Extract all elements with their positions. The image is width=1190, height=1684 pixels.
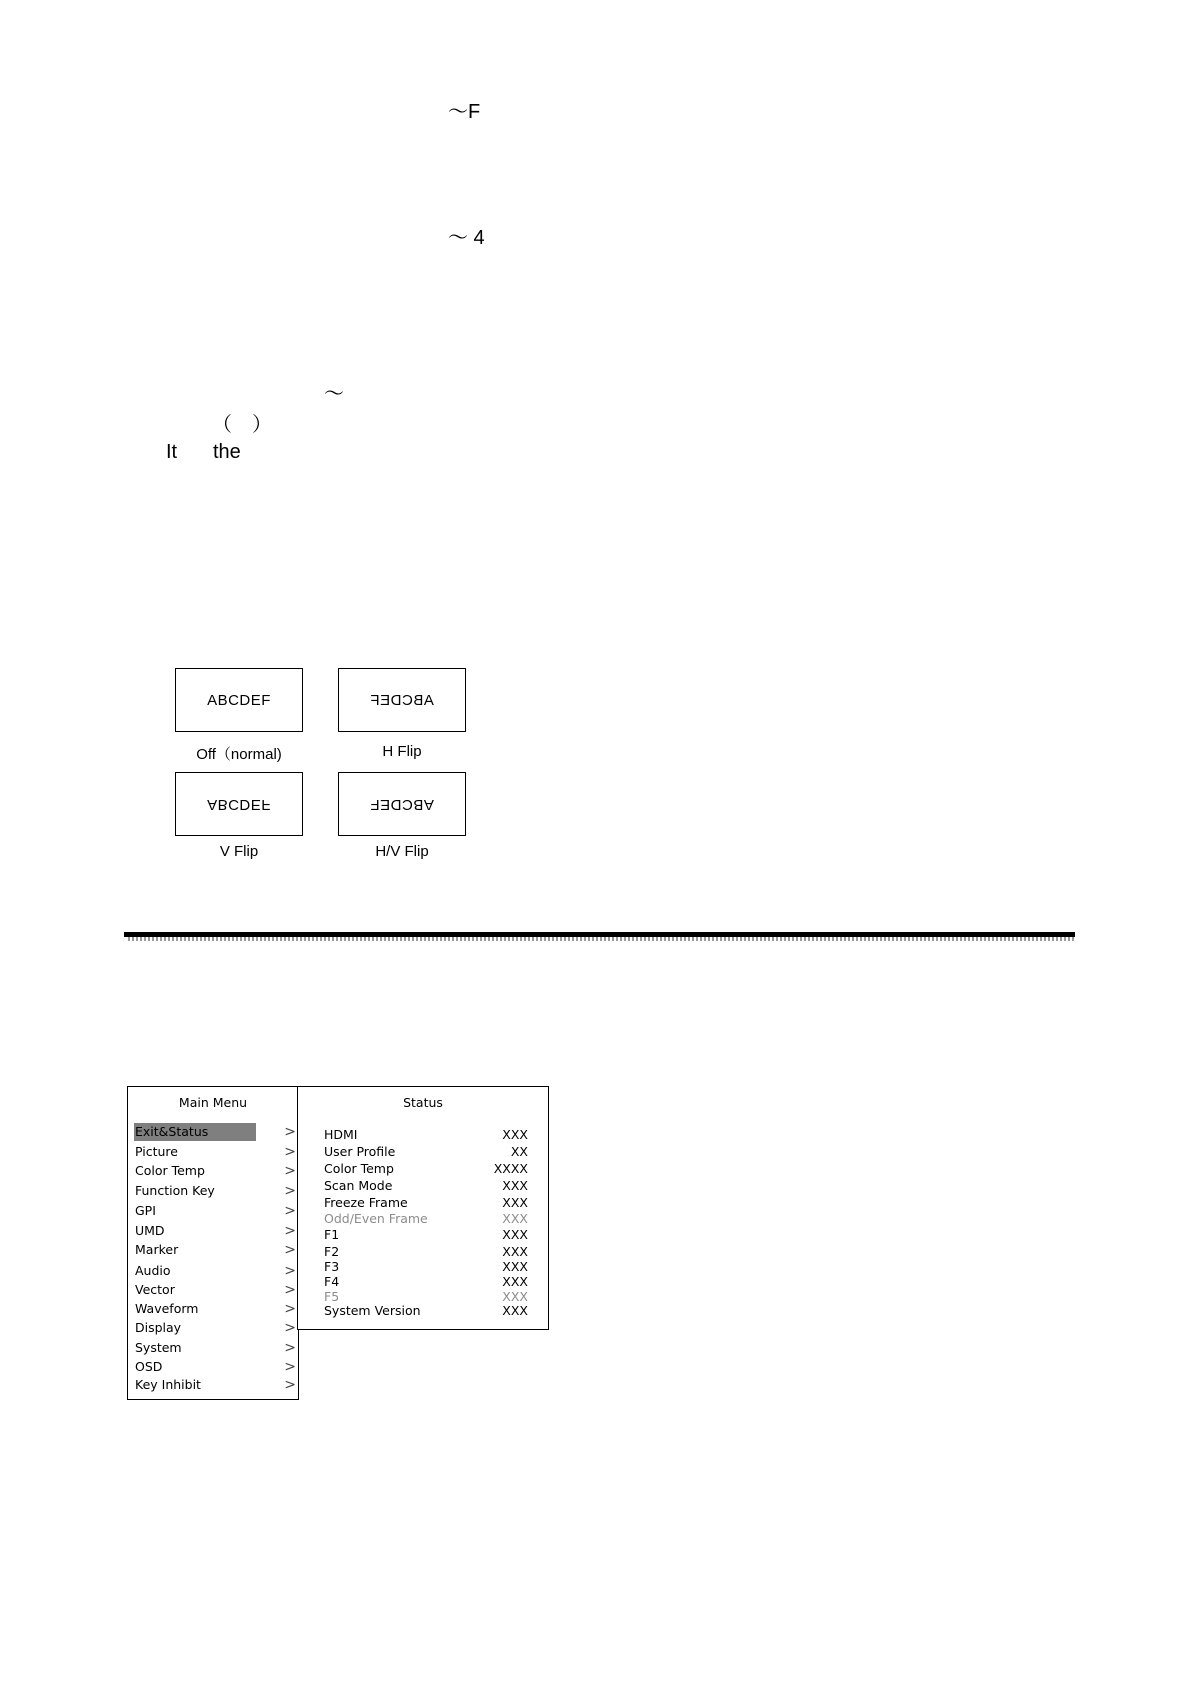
menu-item-gpi[interactable] xyxy=(134,1202,296,1220)
flip-box-v xyxy=(175,772,303,836)
chevron-right-icon: > xyxy=(284,1124,296,1140)
status-value: XXX xyxy=(502,1289,528,1304)
menu-item-color-temp[interactable] xyxy=(134,1162,296,1180)
status-label: F1 xyxy=(324,1227,340,1242)
status-value: XXX xyxy=(502,1178,528,1193)
status-panel xyxy=(297,1086,549,1330)
flip-caption-hv: H/V Flip xyxy=(375,843,429,860)
text-fragment-2: ～ 4 xyxy=(448,227,485,249)
menu-item-label: OSD xyxy=(135,1359,163,1374)
menu-item-label: GPI xyxy=(135,1203,156,1218)
status-label: Odd/Even Frame xyxy=(324,1211,428,1226)
chevron-right-icon: > xyxy=(284,1301,296,1317)
menu-item-audio[interactable] xyxy=(134,1262,296,1280)
flip-box-h xyxy=(338,668,466,732)
chevron-right-icon: > xyxy=(284,1377,296,1393)
flip-box-hv xyxy=(338,772,466,836)
status-value: XXX xyxy=(502,1211,528,1226)
flip-caption-v: V Flip xyxy=(219,843,259,860)
status-label: System Version xyxy=(324,1303,421,1318)
menu-item-osd[interactable] xyxy=(134,1358,296,1376)
chevron-right-icon: > xyxy=(284,1242,296,1258)
menu-item-label: Marker xyxy=(135,1242,179,1257)
main-menu-title: Main Menu xyxy=(178,1095,248,1110)
chevron-right-icon: > xyxy=(284,1359,296,1375)
chevron-right-icon: > xyxy=(284,1282,296,1298)
chevron-right-icon: > xyxy=(284,1223,296,1239)
main-menu-panel xyxy=(127,1086,299,1400)
menu-item-display[interactable] xyxy=(134,1319,296,1337)
menu-item-label: Waveform xyxy=(135,1301,199,1316)
status-label: F2 xyxy=(324,1244,340,1259)
menu-item-label: UMD xyxy=(135,1223,165,1238)
status-row-f2 xyxy=(324,1244,528,1260)
menu-item-function-key[interactable] xyxy=(134,1182,296,1200)
status-row-freeze-frame xyxy=(324,1195,528,1211)
flip-text-h: ABCDEF xyxy=(370,691,434,709)
status-label: F4 xyxy=(324,1274,340,1289)
status-row-f1 xyxy=(324,1227,528,1243)
menu-item-label: Vector xyxy=(135,1282,175,1297)
text-fragment-1: ～F xyxy=(448,101,481,123)
status-row-scan-mode xyxy=(324,1178,528,1194)
chevron-right-icon: > xyxy=(284,1163,296,1179)
status-value: XXX xyxy=(502,1274,528,1289)
menu-item-exit-status[interactable] xyxy=(134,1123,296,1141)
menu-item-label: Audio xyxy=(135,1263,171,1278)
menu-item-system[interactable] xyxy=(134,1339,296,1357)
menu-item-label: Picture xyxy=(135,1144,178,1159)
status-value: XXX xyxy=(502,1127,528,1142)
menu-item-label: Color Temp xyxy=(135,1163,205,1178)
status-row-system-version xyxy=(324,1303,528,1319)
flip-caption-h: H Flip xyxy=(382,743,422,760)
chevron-right-icon: > xyxy=(284,1320,296,1336)
menu-item-vector[interactable] xyxy=(134,1281,296,1299)
status-label: F5 xyxy=(324,1289,340,1304)
status-title: Status xyxy=(403,1095,443,1110)
menu-item-waveform[interactable] xyxy=(134,1300,296,1318)
menu-item-label: Key Inhibit xyxy=(135,1377,201,1392)
chevron-right-icon: > xyxy=(284,1183,296,1199)
menu-item-picture[interactable] xyxy=(134,1143,296,1161)
menu-item-label: Exit&Status xyxy=(135,1124,209,1139)
chevron-right-icon: > xyxy=(284,1263,296,1279)
menu-item-label: System xyxy=(135,1340,182,1355)
status-label: HDMI xyxy=(324,1127,358,1142)
status-row-color-temp xyxy=(324,1161,528,1177)
status-label: Scan Mode xyxy=(324,1178,393,1193)
text-fragment-5b: the xyxy=(213,441,241,463)
status-label: Freeze Frame xyxy=(324,1195,408,1210)
status-row-hdmi xyxy=(324,1127,528,1143)
chevron-right-icon: > xyxy=(284,1144,296,1160)
status-label: Color Temp xyxy=(324,1161,394,1176)
text-fragment-4: （ ） xyxy=(212,414,272,436)
status-value: XX xyxy=(510,1144,528,1159)
status-row-odd-even-frame xyxy=(324,1211,528,1227)
flip-text-v: ABCDEF xyxy=(207,795,271,813)
menu-item-label: Function Key xyxy=(135,1183,215,1198)
flip-text-normal: ABCDEF xyxy=(207,691,271,709)
menu-item-label: Display xyxy=(135,1320,182,1335)
menu-item-umd[interactable] xyxy=(134,1222,296,1240)
text-fragment-3: ～ xyxy=(324,383,344,405)
status-row-f3 xyxy=(324,1259,528,1275)
status-label: F3 xyxy=(324,1259,340,1274)
status-row-user-profile xyxy=(324,1144,528,1160)
chevron-right-icon: > xyxy=(284,1203,296,1219)
flip-caption-normal: Off（normal) xyxy=(196,746,282,763)
text-fragment-5a: It xyxy=(166,441,178,463)
flip-text-hv: ABCDEF xyxy=(370,795,434,813)
status-value: XXX xyxy=(502,1227,528,1242)
menu-item-marker[interactable] xyxy=(134,1241,296,1259)
status-value: XXX xyxy=(502,1195,528,1210)
status-value: XXXX xyxy=(493,1161,528,1176)
status-label: User Profile xyxy=(324,1144,396,1159)
section-divider-shadow xyxy=(128,937,1075,941)
status-value: XXX xyxy=(502,1259,528,1274)
status-value: XXX xyxy=(502,1303,528,1318)
menu-item-key-inhibit[interactable] xyxy=(134,1376,296,1394)
chevron-right-icon: > xyxy=(284,1340,296,1356)
flip-box-normal xyxy=(175,668,303,732)
status-row-f4 xyxy=(324,1274,528,1290)
status-value: XXX xyxy=(502,1244,528,1259)
